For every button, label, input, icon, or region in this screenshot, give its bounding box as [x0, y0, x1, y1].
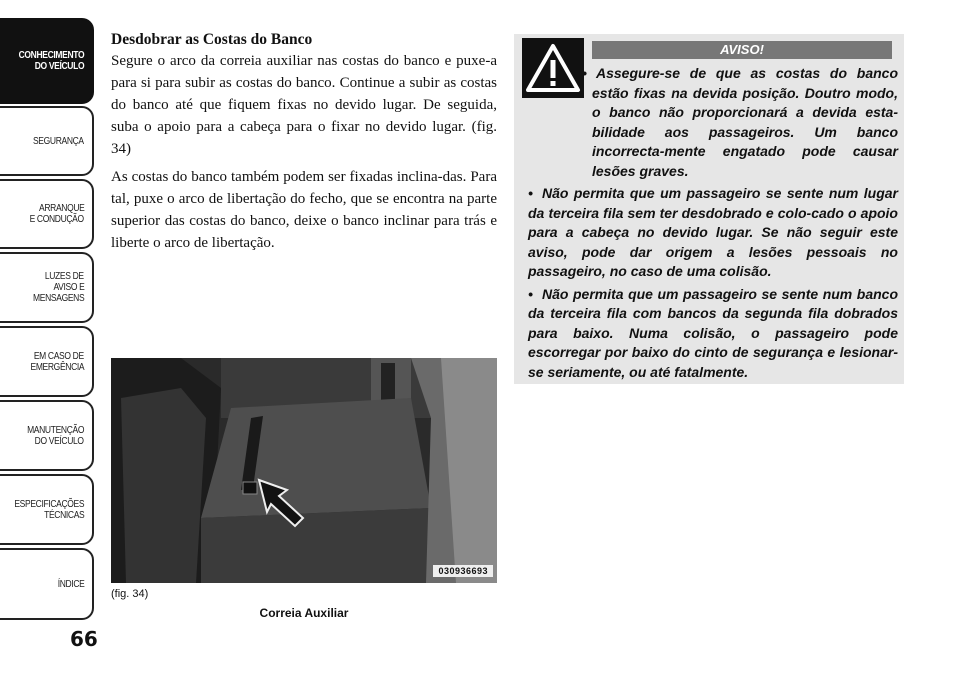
- tab-label-line: EMERGÊNCIA: [30, 361, 84, 373]
- tab-luzes-de-aviso[interactable]: [0, 252, 94, 323]
- tab-label-line: ARRANQUE: [38, 203, 84, 214]
- tab-label-line: TÉCNICAS: [43, 509, 84, 521]
- page-number: 66: [70, 627, 98, 651]
- figure-code: 030936693: [433, 565, 493, 577]
- tab-label-line: EM CASO DE: [34, 350, 84, 362]
- bullet-icon: •: [582, 65, 587, 81]
- tab-indice[interactable]: [0, 548, 94, 620]
- body-paragraph: As costas do banco também podem ser fixadas inclina-das. Para tal, puxe o arco de libertação do fecho, que se encontra na parte superior das costas do banco, deixe o banco inclinar para trás e liberte o arco de libertação.: [111, 169, 497, 251]
- tab-manutencao-do-veiculo[interactable]: [0, 400, 94, 471]
- chapter-sidebar: [0, 0, 98, 640]
- tab-label-line: MENSAGENS: [32, 293, 84, 304]
- tab-label-line: DO VEÍCULO: [34, 435, 84, 447]
- tab-conhecimento-do-veiculo[interactable]: [0, 18, 94, 104]
- tab-label-line: AVISO E: [52, 282, 84, 293]
- tab-em-caso-de-emergencia[interactable]: [0, 326, 94, 397]
- body-paragraph: Segure o arco da correia auxiliar nas costas do banco e puxe-a para si para subir as costas do banco. Continue a subir as costas do banco até que fiquem fixas no devido lugar. De seguida, suba o apoio para a cabeça para o fixar no devido lugar. (fig. 34): [111, 53, 497, 157]
- warning-item: [528, 184, 898, 282]
- tab-label-line: ÍNDICE: [57, 578, 84, 590]
- tab-label-line: DO VEÍCULO: [34, 61, 84, 72]
- warning-item: [528, 64, 898, 181]
- tab-arranque-e-conducao[interactable]: [0, 179, 94, 249]
- figure-caption: Correia Auxiliar: [259, 606, 349, 620]
- section-heading: Desdobrar as Costas do Banco: [111, 31, 313, 48]
- warning-text: [528, 64, 898, 385]
- tab-label-line: LUZES DE: [45, 271, 84, 282]
- warning-item-text: Assegure-se de que as costas do banco estão fixas na devida posição. Doutro modo, o banco não proporcionará a devida esta-bilidade aos passageiros. Um banco incorrecta-mente engatado pode causar lesões graves.: [592, 65, 898, 179]
- warning-item-text: Não permita que um passageiro se sente num banco da terceira fila com bancos da segunda fila dobrados para baixo. Numa colisão, o passageiro pode escorregar por baixo do cinto de segurança e lesionar-se seriamente, ou até fatalmente.: [528, 285, 898, 380]
- bullet-icon: •: [528, 285, 533, 302]
- tab-label-line: CONHECIMENTO: [18, 50, 84, 61]
- warning-title: AVISO!: [592, 41, 892, 59]
- seat-strap-photo: [111, 358, 497, 583]
- tab-seguranca[interactable]: [0, 106, 94, 176]
- tab-label-line: MANUTENÇÃO: [26, 424, 84, 436]
- tab-label-line: E CONDUÇÃO: [29, 214, 84, 225]
- figure-reference: (fig. 34): [111, 588, 149, 600]
- seat-illustration: [111, 358, 497, 583]
- tab-label-line: SEGURANÇA: [33, 135, 84, 147]
- warning-item: [528, 285, 898, 383]
- tab-label-line: ESPECIFICAÇÕES: [14, 498, 84, 510]
- bullet-icon: •: [528, 185, 533, 201]
- tab-especificacoes-tecnicas[interactable]: [0, 474, 94, 545]
- main-text-column: [111, 30, 497, 260]
- warning-item-text: Não permita que um passageiro se sente num lugar da terceira fila sem ter desdobrado e colo-cado o apoio para a cabeça no devido lugar. Se não seguir este aviso, pode dar origem a lesões pessoais no passageiro, no caso de uma colisão.: [528, 185, 898, 279]
